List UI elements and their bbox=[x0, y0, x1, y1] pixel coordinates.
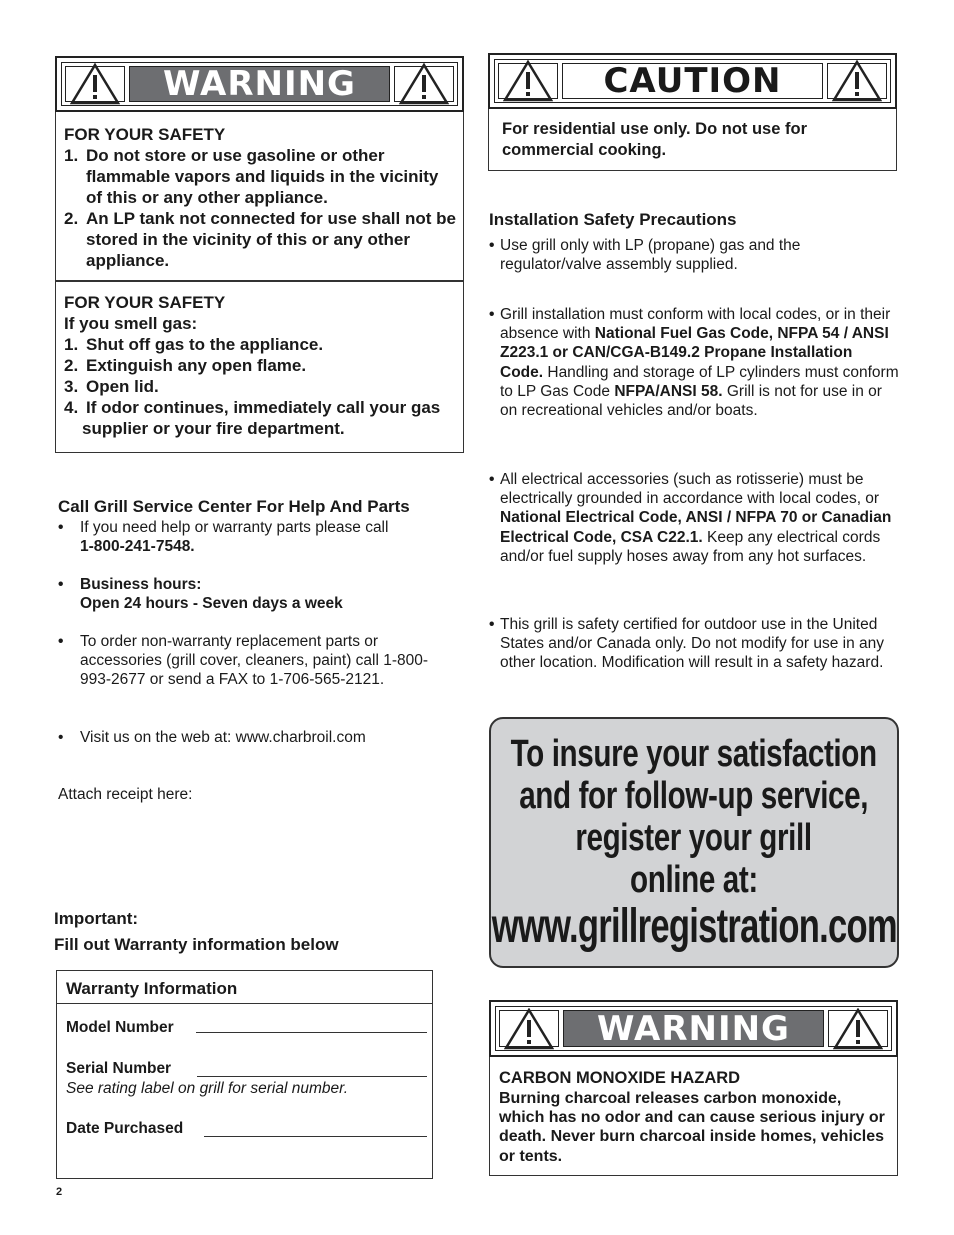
co-hazard-title: CARBON MONOXIDE HAZARD bbox=[499, 1069, 741, 1087]
safety-item: 2. Extinguish any open flame. bbox=[64, 356, 307, 375]
warning-triangle-icon bbox=[498, 63, 558, 99]
caution-text: For residential use only. Do not use for commercial cooking. bbox=[502, 120, 807, 159]
service-title: Call Grill Service Center For Help And Parts bbox=[58, 497, 410, 516]
safety-title: FOR YOUR SAFETY bbox=[64, 125, 226, 144]
safety-box-1 bbox=[55, 112, 464, 281]
registration-url[interactable]: www.grillregistration.com bbox=[491, 899, 897, 953]
safety-item: 2. An LP tank not connected for use shall not be stored in the vicinity of this or any other appliance. bbox=[64, 209, 456, 270]
warning-triangle-icon bbox=[394, 66, 454, 102]
warranty-title: Warranty Information bbox=[66, 979, 238, 998]
service-bullet: • Business hours: Open 24 hours - Seven days a week bbox=[58, 576, 343, 613]
safety-item: 4. If odor continues, immediately call your gas supplier or your fire department. bbox=[64, 398, 441, 438]
safety-item: 1. Shut off gas to the appliance. bbox=[64, 335, 324, 354]
installation-bullet: • This grill is safety certified for outdoor use in the United States and/or Canada only. Do not modify for use in any other location. Modification will result in a safety hazard. bbox=[489, 616, 884, 672]
installation-bullet: • Grill installation must conform with local codes, or in their absence with National Fuel Gas Code, NFPA 54 / ANSI Z223.1 or CAN/CGA-B149.2 Propane Installation Code. Handling and storage of LP cylinders must conform to LP Gas Code NFPA/ANSI 58. Grill is not for use in or on recreational vehicles and/or boats. bbox=[489, 306, 899, 420]
warning-title: WARNING bbox=[129, 66, 390, 102]
page-number: 2 bbox=[56, 1186, 63, 1198]
important-text: Fill out Warranty information below bbox=[54, 935, 339, 954]
safety-title: FOR YOUR SAFETY bbox=[64, 293, 226, 312]
serial-number-label: Serial Number bbox=[66, 1060, 172, 1077]
registration-line: register your grill bbox=[575, 816, 813, 859]
warning-title: WARNING bbox=[563, 1010, 824, 1047]
service-bullet: • If you need help or warranty parts please call 1-800-241-7548. bbox=[58, 519, 389, 556]
registration-line: online at: bbox=[630, 858, 758, 901]
registration-panel bbox=[489, 717, 899, 968]
warranty-box bbox=[56, 970, 433, 1179]
safety-item: 3. Open lid. bbox=[64, 377, 159, 396]
service-bullet: • Visit us on the web at: www.charbroil.com bbox=[58, 729, 366, 746]
safety-box-2 bbox=[55, 281, 464, 453]
installation-bullet: • All electrical accessories (such as rotisserie) must be electrically grounded in accordance with local codes, or National Electrical Code, ANSI / NFPA 70 or Canadian Electrical Code, CSA C22.1. Keep any electrical cords and/or fuel supply hoses away from any hot surfaces. bbox=[489, 471, 892, 565]
caution-header bbox=[488, 53, 897, 109]
warning-triangle-icon bbox=[828, 1010, 888, 1047]
important-title: Important: bbox=[54, 909, 139, 928]
installation-title: Installation Safety Precautions bbox=[489, 210, 737, 229]
co-hazard-text: Burning charcoal releases carbon monoxide, which has no odor and can cause serious injury or death. Never burn charcoal inside homes, vehicles or tents. bbox=[499, 1090, 885, 1165]
installation-bullet: • Use grill only with LP (propane) gas and the regulator/valve assembly supplied. bbox=[489, 237, 801, 274]
registration-line: and for follow-up service, bbox=[519, 774, 869, 817]
safety-item: 1. Do not store or use gasoline or other flammable vapors and liquids in the vicinity of this or any other appliance. bbox=[64, 146, 439, 207]
co-hazard-box bbox=[489, 1057, 898, 1176]
date-purchased-label: Date Purchased bbox=[66, 1120, 184, 1137]
caution-box bbox=[488, 109, 897, 171]
caution-title: CAUTION bbox=[562, 63, 823, 99]
model-number-field[interactable] bbox=[196, 1032, 427, 1033]
warning-triangle-icon bbox=[827, 63, 887, 99]
warning-header-top bbox=[55, 56, 464, 112]
serial-number-note: See rating label on grill for serial number. bbox=[66, 1080, 349, 1097]
warning-header-bottom bbox=[489, 1000, 898, 1057]
date-purchased-field[interactable] bbox=[204, 1136, 427, 1137]
serial-number-field[interactable] bbox=[197, 1076, 427, 1077]
model-number-label: Model Number bbox=[66, 1019, 174, 1036]
warning-triangle-icon bbox=[499, 1010, 559, 1047]
service-bullet: • To order non-warranty replacement parts or accessories (grill cover, cleaners, paint) call 1-800-993-2677 or send a FAX to 1-706-565-2121. bbox=[58, 633, 429, 689]
receipt-label: Attach receipt here: bbox=[58, 786, 193, 803]
registration-line: To insure your satisfaction bbox=[510, 732, 878, 775]
safety-subtitle: If you smell gas: bbox=[64, 314, 198, 333]
warning-triangle-icon bbox=[65, 66, 125, 102]
